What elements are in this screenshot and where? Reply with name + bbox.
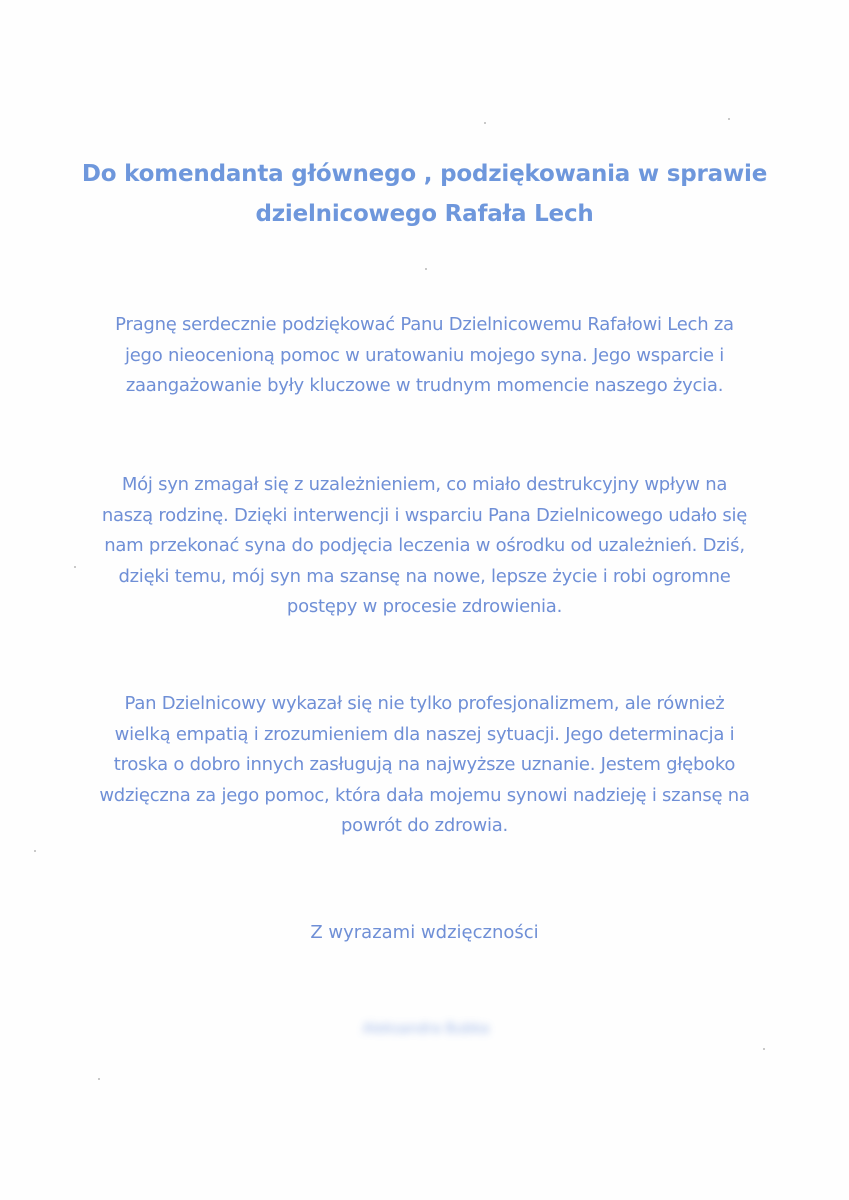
scan-speck <box>34 850 36 852</box>
text-line: zaangażowanie były kluczowe w trudnym momencie naszego życia. <box>125 375 724 396</box>
scan-speck <box>425 268 427 270</box>
scan-speck <box>728 118 730 120</box>
text-line: wielką empatią i zrozumieniem dla naszej sytuacji. Jego determinacja i <box>114 723 735 745</box>
title-line: dzielnicowego Rafała Lech <box>255 201 594 227</box>
closing-line: Z wyrazami wdzięczności <box>310 922 539 943</box>
text-line: naszą rodzinę. Dzięki interwencji i wsparciu Pana Dzielnicowego udało się <box>101 504 748 526</box>
text-line: jego nieocenioną pomoc w uratowaniu mojego syna. Jego wsparcie i <box>124 344 725 366</box>
letter-title <box>60 154 789 234</box>
title-line: Do komendanta głównego , podziękowania w sprawie <box>81 161 768 187</box>
text-line: Pan Dzielnicowy wykazał się nie tylko profesjonalizmem, ale również <box>124 693 725 714</box>
paragraph-story <box>70 470 779 623</box>
text-line: Mój syn zmagał się z uzależnieniem, co miało destrukcyjny wpływ na <box>121 474 728 495</box>
text-line: dzięki temu, mój syn ma szansę na nowe, lepsze życie i robi ogromne <box>118 565 731 587</box>
blurred-signature: Aleksandra Bubka <box>362 1021 490 1037</box>
text-line: Pragnę serdecznie podziękować Panu Dzielnicowemu Rafałowi Lech za <box>115 314 734 335</box>
text-line: nam przekonać syna do podjęcia leczenia w ośrodku od uzależnień. Dziś, <box>104 535 745 556</box>
text-line: wdzięczna za jego pomoc, która dała mojemu synowi nadzieję i szansę na <box>99 784 750 806</box>
scan-speck <box>98 1078 100 1080</box>
scan-speck <box>763 1048 765 1050</box>
scan-speck <box>484 122 486 124</box>
text-line: postępy w procesie zdrowienia. <box>286 596 563 617</box>
text-line: powrót do zdrowia. <box>341 815 508 836</box>
paragraph-praise <box>70 689 779 842</box>
paragraph-gratitude <box>70 310 779 402</box>
text-line: troska o dobro innych zasługują na najwyższe uznanie. Jestem głęboko <box>113 754 736 775</box>
scan-speck <box>74 566 76 568</box>
